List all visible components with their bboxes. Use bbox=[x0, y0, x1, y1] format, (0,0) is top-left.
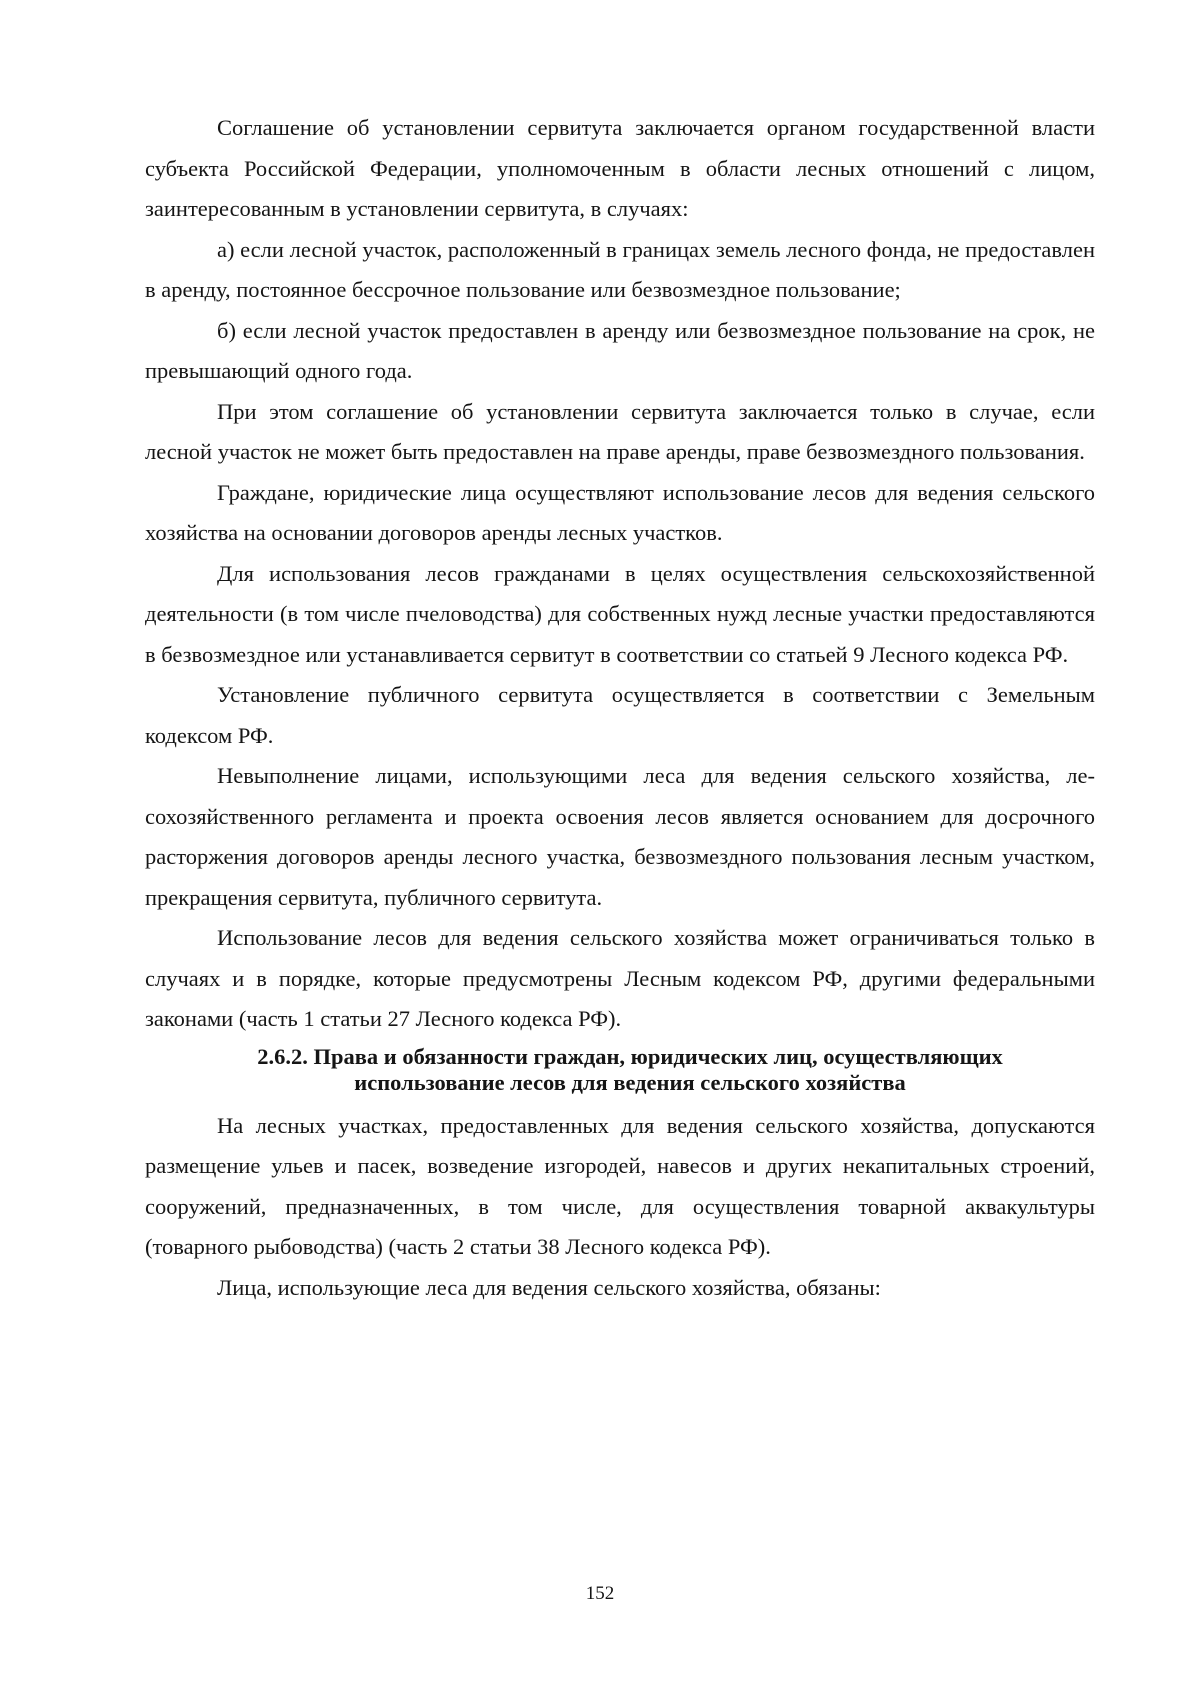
paragraph: б) если лесной участок предоставлен в аренду или безвозмездное пользование на срок, не превышающий одного года. bbox=[145, 317, 1095, 383]
paragraph: Установление публичного сервитута осуществляется в соответствии с Земельным кодексом РФ. bbox=[145, 682, 1095, 748]
section-heading-line-1: 2.6.2. Права и обязанности граждан, юридических лиц, осуществляющих bbox=[257, 1043, 1003, 1069]
page-number: 152 bbox=[585, 1583, 615, 1604]
paragraph: а) если лесной участок, расположенный в границах земель лесного фонда, не предоставлен в аренду, постоянное бессрочное пользование или безвозмездное пользование; bbox=[145, 236, 1095, 302]
section-heading bbox=[145, 1044, 1095, 1096]
paragraph: Использование лесов для ведения сельского хозяйства может ограничиваться только в случаях и в порядке, которые предусмотрены Лесным кодексом РФ, другими федеральными законами (часть 1 статьи 27 Лесного кодекса РФ). bbox=[145, 925, 1095, 1031]
document-body bbox=[145, 108, 1095, 1308]
section-heading-line-2: использование лесов для ведения сельского хозяйства bbox=[354, 1069, 906, 1095]
paragraph: Граждане, юридические лица осуществляют использование лесов для ведения сельского хозяйства на основании договоров аренды лесных участков. bbox=[145, 479, 1095, 545]
paragraph: Соглашение об установлении сервитута заключается органом государственной власти субъекта Российской Федерации, уполномоченным в области лесных отношений с лицом, заинтересованным в установлении сервитута, в случаях: bbox=[145, 115, 1095, 221]
paragraph: Невыполнение лицами, использующими леса для ведения сельского хозяйства, лесохозяйственного регламента и проекта освоения лесов является основанием для досрочного расторжения договоров аренды лесного участка, безвозмездного пользования лесным участком, прекращения сервитута, публичного сервитута. bbox=[145, 763, 1095, 910]
paragraph: На лесных участках, предоставленных для ведения сельского хозяйства, допускаются размещение ульев и пасек, возведение изгородей, навесов и других некапитальных строений, сооружений, предназначенных, в том числе, для осуществления товарной аквакультуры (товарного рыбоводства) (часть 2 статьи 38 Лесного кодекса РФ). bbox=[145, 1112, 1095, 1259]
paragraph: Для использования лесов гражданами в целях осуществления сельскохозяйственной деятельности (в том числе пчеловодства) для собственных нужд лесные участки предоставляются в безвозмездное или устанавливается сервитут в соответствии со статьей 9 Лесного кодекса РФ. bbox=[145, 560, 1095, 667]
paragraph: Лица, использующие леса для ведения сельского хозяйства, обязаны: bbox=[217, 1274, 881, 1300]
paragraph: При этом соглашение об установлении сервитута заключается только в случае, если лесной участок не может быть предоставлен на праве аренды, праве безвозмездного пользования. bbox=[145, 398, 1095, 464]
